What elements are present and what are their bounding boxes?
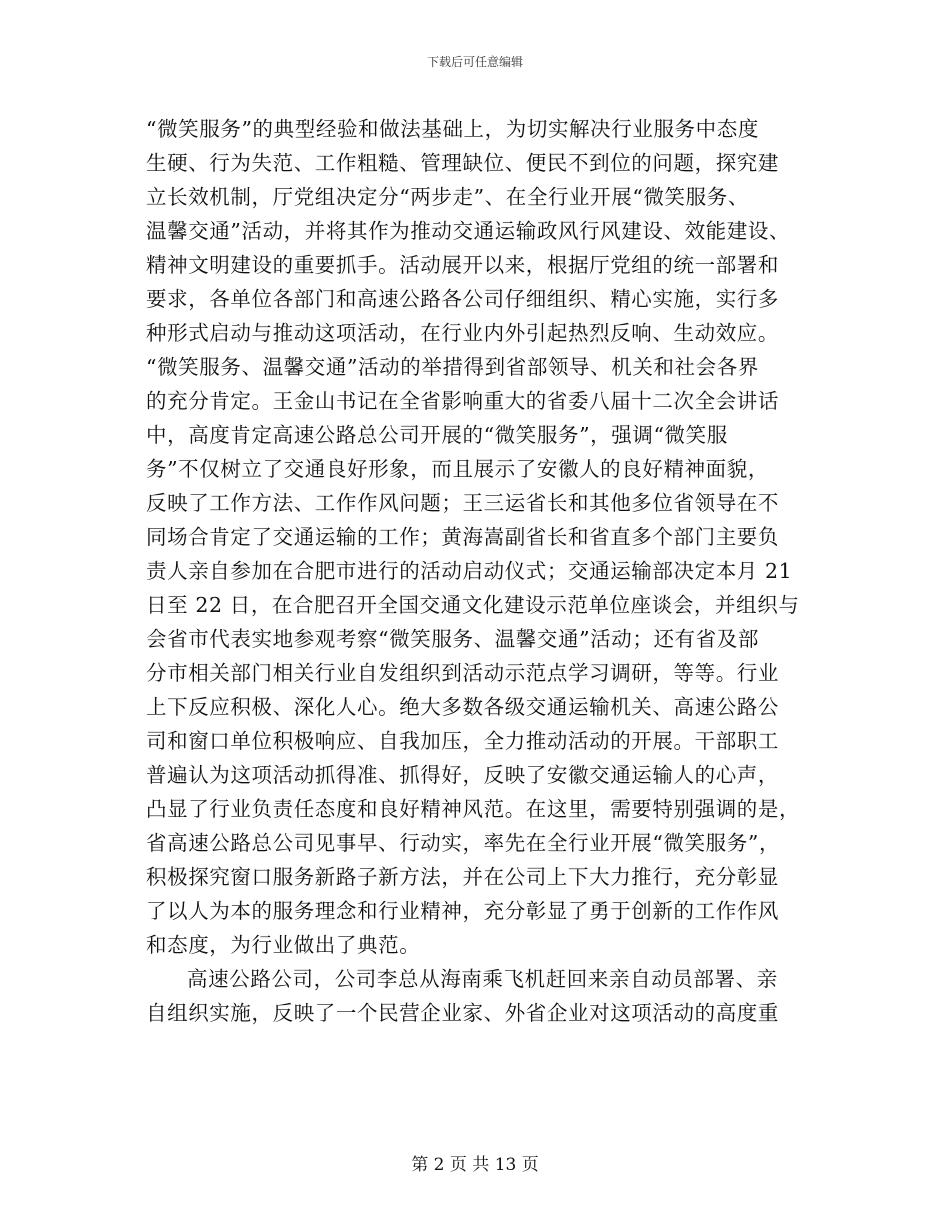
- text-line: 温馨交通”活动，并将其作为推动交通运输政风行风建设、效能建设、: [146, 219, 791, 243]
- text-line: 凸显了行业负责任态度和良好精神风范。在这里，需要特别强调的是，: [146, 797, 801, 821]
- text-line: 的充分肯定。王金山书记在全省影响重大的省委八届十二次全会讲话: [146, 389, 779, 413]
- text-line: 立长效机制，厅党组决定分“两步走”、在全行业开展“微笑服务、: [146, 185, 749, 209]
- text-line: 精神文明建设的重要抓手。活动展开以来，根据厅党组的统一部署和: [146, 253, 779, 277]
- page-number: 第 2 页 共 13 页: [411, 1155, 539, 1175]
- text-line: 责人亲自参加在合肥市进行的活动启动仪式；交通运输部决定本月 21: [146, 559, 793, 583]
- page-header: 下载后可任意编辑: [426, 55, 523, 69]
- text-line: 上下反应积极、深化人心。绝大多数各级交通运输机关、高速公路公: [146, 695, 779, 719]
- text-line: 同场合肯定了交通运输的工作；黄海嵩副省长和省直多个部门主要负: [146, 525, 779, 549]
- text-line: “微笑服务、温馨交通”活动的举措得到省部领导、机关和社会各界: [146, 355, 759, 379]
- text-line: 生硬、行为失范、工作粗糙、管理缺位、便民不到位的问题，探究建: [146, 151, 779, 175]
- text-line: 自组织实施，反映了一个民营企业家、外省企业对这项活动的高度重: [146, 1001, 779, 1025]
- text-line: 要求，各单位各部门和高速公路各公司仔细组织、精心实施，实行多: [146, 287, 779, 311]
- text-line: “微笑服务”的典型经验和做法基础上，为切实解决行业服务中态度: [146, 117, 759, 141]
- text-line: 了以人为本的服务理念和行业精神，充分彰显了勇于创新的工作作风: [146, 899, 779, 923]
- text-line: 司和窗口单位积极响应、自我加压，全力推动活动的开展。干部职工: [146, 729, 779, 753]
- text-line: 日至 22 日，在合肥召开全国交通文化建设示范单位座谈会，并组织与: [146, 593, 800, 617]
- text-line: 中，高度肯定高速公路总公司开展的“微笑服务”，强调“微笑服: [146, 423, 728, 447]
- paragraph-start-line: 高速公路公司，公司李总从海南乘飞机赶回来亲自动员部署、亲: [187, 967, 778, 991]
- text-line: 和态度，为行业做出了典范。: [146, 933, 421, 957]
- text-line: 普遍认为这项活动抓得准、抓得好，反映了安徽交通运输人的心声，: [146, 763, 779, 787]
- text-line: 反映了工作方法、工作作风问题；王三运省长和其他多位省领导在不: [146, 491, 779, 515]
- text-line: 省高速公路总公司见事早、行动实，率先在全行业开展“微笑服务”，: [146, 831, 781, 855]
- text-line: 分市相关部门相关行业自发组织到活动示范点学习调研，等等。行业: [146, 661, 779, 685]
- text-line: 务”不仅树立了交通良好形象，而且展示了安徽人的良好精神面貌，: [146, 457, 769, 481]
- text-line: 种形式启动与推动这项活动，在行业内外引起热烈反响、生动效应。: [146, 321, 779, 345]
- text-line: 积极探究窗口服务新路子新方法，并在公司上下大力推行，充分彰显: [146, 865, 779, 889]
- document-body: [146, 112, 814, 1030]
- text-line: 会省市代表实地参观考察“微笑服务、温馨交通”活动；还有省及部: [146, 627, 759, 651]
